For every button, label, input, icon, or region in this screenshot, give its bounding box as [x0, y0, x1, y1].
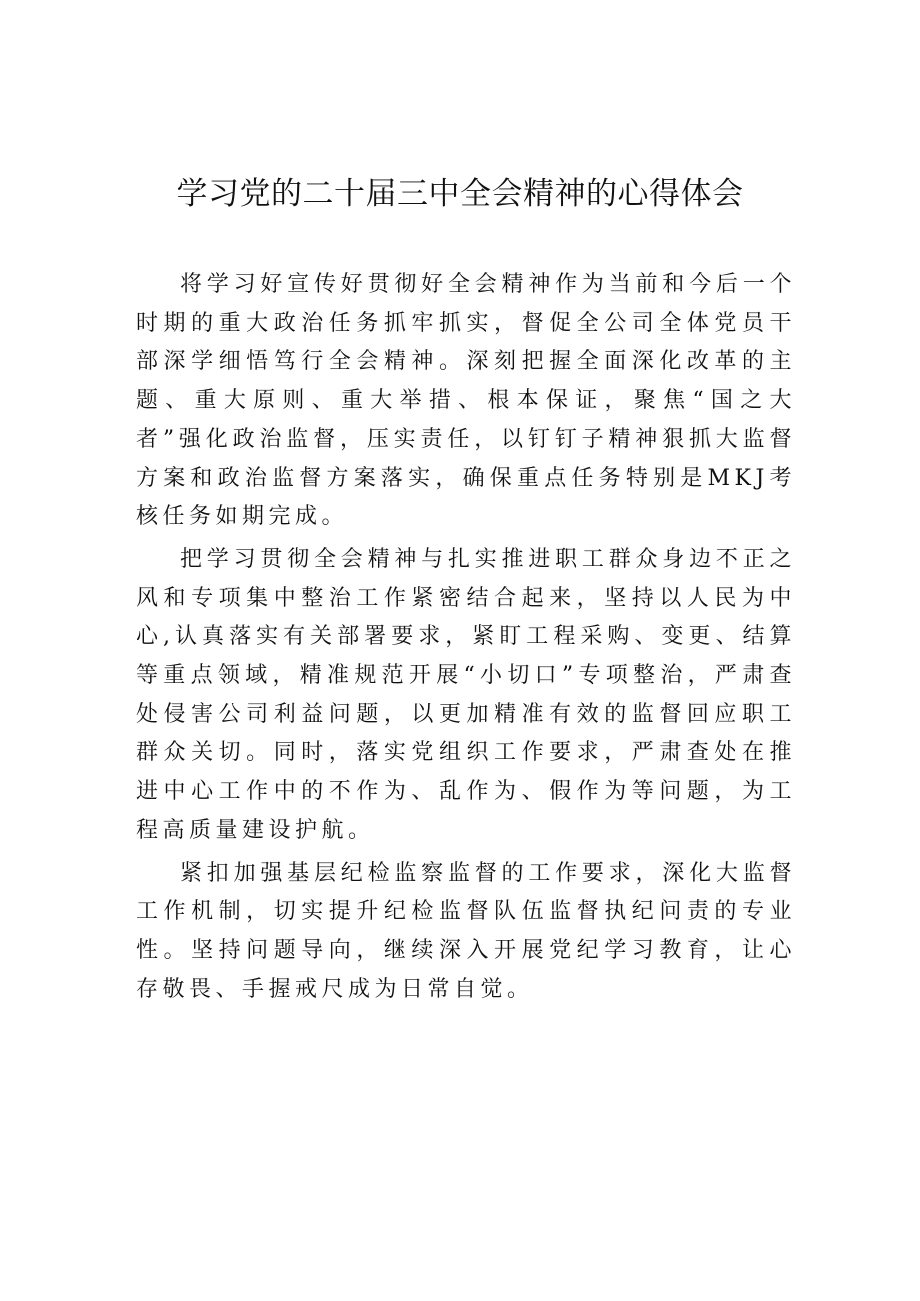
paragraph-3: 紧扣加强基层纪检监察监督的工作要求，深化大监督工作机制，切实提升纪检监督队伍监督执纪问责的专业性。坚持问题导向，继续深入开展党纪学习教育，让心存敬畏、手握戒尺成为日常自觉。 — [136, 860, 796, 1002]
paragraph-1: 将学习好宣传好贯彻好全会精神作为当前和今后一个时期的重大政治任务抓牢抓实，督促全公司全体党员干部深学细悟笃行全会精神。深刻把握全面深化改革的主题、重大原则、重大举措、根本保证，聚焦“国之大者”强化政治监督，压实责任，以钉钉子精神狠抓大监督方案和政治监督方案落实，确保重点任务特别是MKJ考核任务如期完成。 — [136, 272, 796, 530]
document-title: 学习党的二十届三中全会精神的心得体会 — [176, 176, 744, 212]
paragraph-2: 把学习贯彻全会精神与扎实推进职工群众身边不正之风和专项集中整治工作紧密结合起来，坚持以人民为中心,认真落实有关部署要求，紧盯工程采购、变更、结算等重点领域，精准规范开展“小切口”专项整治，严肃查处侵害公司利益问题，以更加精准有效的监督回应职工群众关切。同时，落实党组织工作要求，严肃查处在推进中心工作中的不作为、乱作为、假作为等问题，为工程高质量建设护航。 — [136, 546, 796, 843]
document-body — [136, 266, 796, 1013]
